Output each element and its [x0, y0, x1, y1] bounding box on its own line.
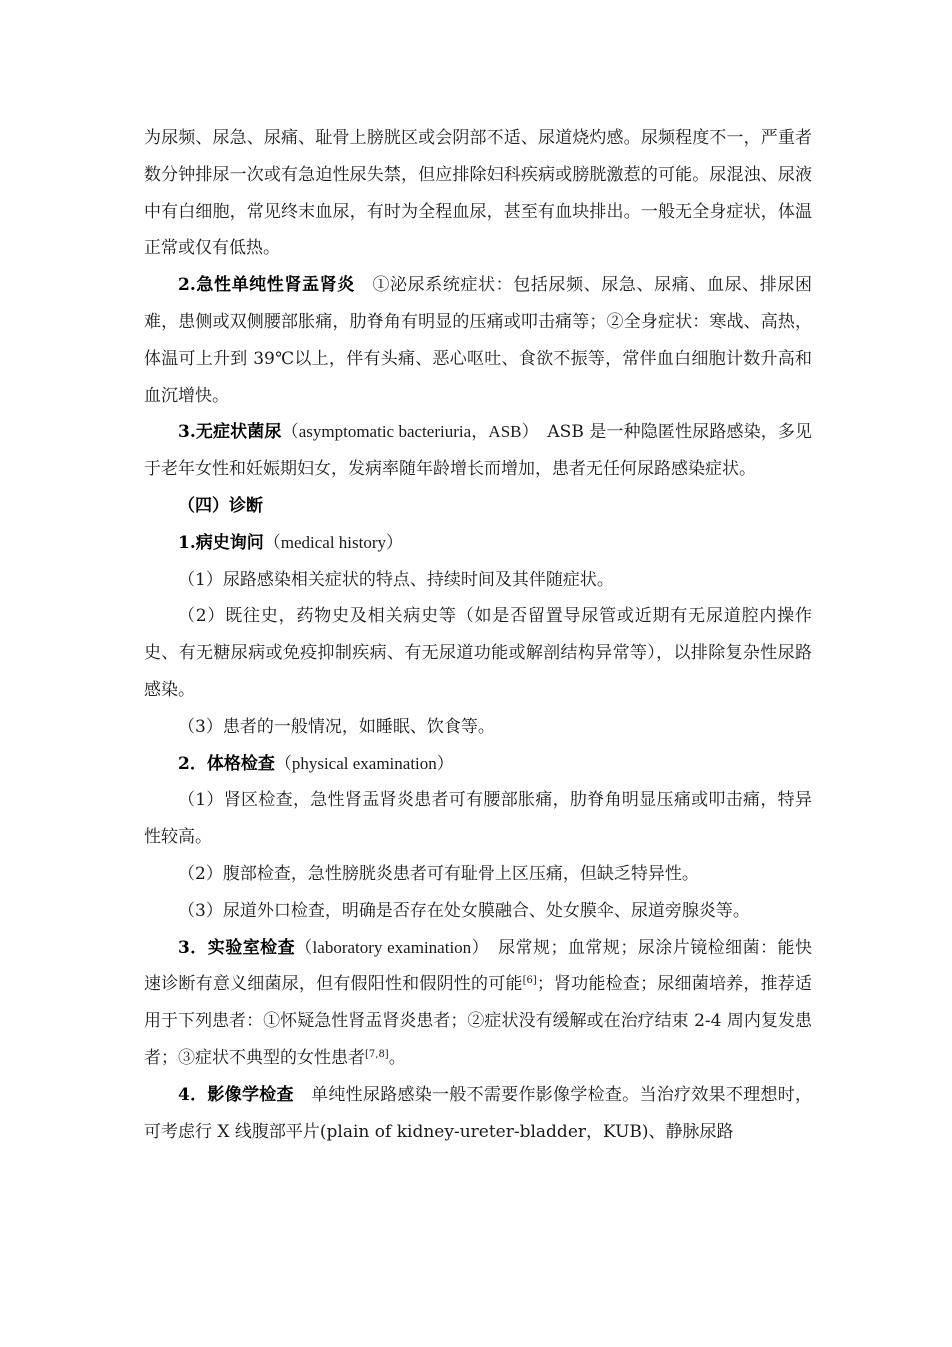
paragraph-text: 尿常规；血常规；尿涂片镜检细菌：能快速诊断有意义细菌尿，但有假阳性和假阴性的可能 [144, 937, 813, 995]
section-heading: 1.病史询问 [178, 532, 264, 553]
list-item [144, 856, 812, 893]
citation-reference: [7,8] [365, 1048, 389, 1060]
section-heading: 4．影像学检查 [178, 1084, 294, 1105]
section-heading: 2.急性单纯性肾盂肾炎 [178, 275, 355, 296]
section-heading: 3．实验室检查 [178, 937, 296, 958]
paragraph-text: ；肾功能检查；尿细菌培养，推荐适用于下列患者：①怀疑急性肾盂肾炎患者；②症状没有缓解或在治疗结束 2-4 周内复发患者；③症状不典型的女性患者 [144, 974, 813, 1068]
list-item-text: （3）患者的一般情况，如睡眠、饮食等。 [178, 716, 495, 737]
list-item [144, 598, 812, 708]
section-heading: 3.无症状菌尿 [178, 422, 282, 443]
english-term: （physical examination） [274, 753, 454, 773]
paragraph-text: 单纯性尿路感染一般不需要作影像学检查。当治疗效果不理想时，可考虑行 X 线腹部平片(plain of kidney-ureter-bladder，KUB)、静脉尿路 [144, 1084, 813, 1142]
paragraph-text: 。 [388, 1047, 406, 1068]
english-term: （medical history） [263, 532, 404, 552]
acute-pyelonephritis-paragraph [144, 267, 812, 414]
paragraph-text: ①泌尿系统症状：包括尿频、尿急、尿痛、血尿、排尿困难，患侧或双侧腰部胀痛，肋脊角有明显的压痛或叩击痛等；②全身症状：寒战、高热，体温可上升到 39℃以上，伴有头痛、恶心呕吐、食欲不振等，常伴血白细胞计数升高和血沉增快。 [144, 275, 813, 406]
list-item-text: （2）腹部检查，急性膀胱炎患者可有耻骨上区压痛，但缺乏特异性。 [178, 863, 699, 884]
list-item-text: （1）尿路感染相关症状的特点、持续时间及其伴随症状。 [178, 569, 614, 590]
physical-exam-heading-line [144, 746, 812, 783]
imaging-exam-paragraph [144, 1077, 812, 1151]
english-term: （asymptomatic bacteriuria，ASB） [281, 422, 531, 442]
symptom-paragraph [144, 120, 812, 267]
paragraph-text: 为尿频、尿急、尿痛、耻骨上膀胱区或会阴部不适、尿道烧灼感。尿频程度不一，严重者数分钟排尿一次或有急迫性尿失禁，但应排除妇科疾病或膀胱激惹的可能。尿混浊、尿液中有白细胞，常见终末血尿，有时为全程血尿，甚至有血块排出。一般无全身症状，体温正常或仅有低热。 [144, 128, 812, 259]
asymptomatic-bacteriuria-paragraph [144, 414, 812, 488]
citation-reference: [6] [522, 975, 537, 987]
english-term: （laboratory examination） [295, 937, 481, 957]
chapter-heading: （四）诊断 [178, 495, 263, 516]
medical-history-heading-line [144, 525, 812, 562]
list-item [144, 782, 812, 856]
list-item-text: （3）尿道外口检查，明确是否存在处女膜融合、处女膜伞、尿道旁腺炎等。 [178, 900, 750, 921]
paragraph-text: ASB 是一种隐匿性尿路感染，多见于老年女性和妊娠期妇女，发病率随年龄增长而增加，患者无任何尿路感染症状。 [144, 422, 812, 480]
document-page [144, 120, 812, 1150]
diagnosis-heading-line [144, 488, 812, 525]
section-heading: 2．体格检查 [178, 753, 275, 774]
list-item-text: （2）既往史，药物史及相关病史等（如是否留置导尿管或近期有无尿道腔内操作史、有无糖尿病或免疫抑制疾病、有无尿道功能或解剖结构异常等），以排除复杂性尿路感染。 [144, 606, 812, 700]
list-item [144, 893, 812, 930]
lab-exam-paragraph [144, 930, 812, 1077]
list-item [144, 709, 812, 746]
list-item [144, 562, 812, 599]
list-item-text: （1）肾区检查，急性肾盂肾炎患者可有腰部胀痛，肋脊角明显压痛或叩击痛，特异性较高。 [144, 790, 812, 848]
